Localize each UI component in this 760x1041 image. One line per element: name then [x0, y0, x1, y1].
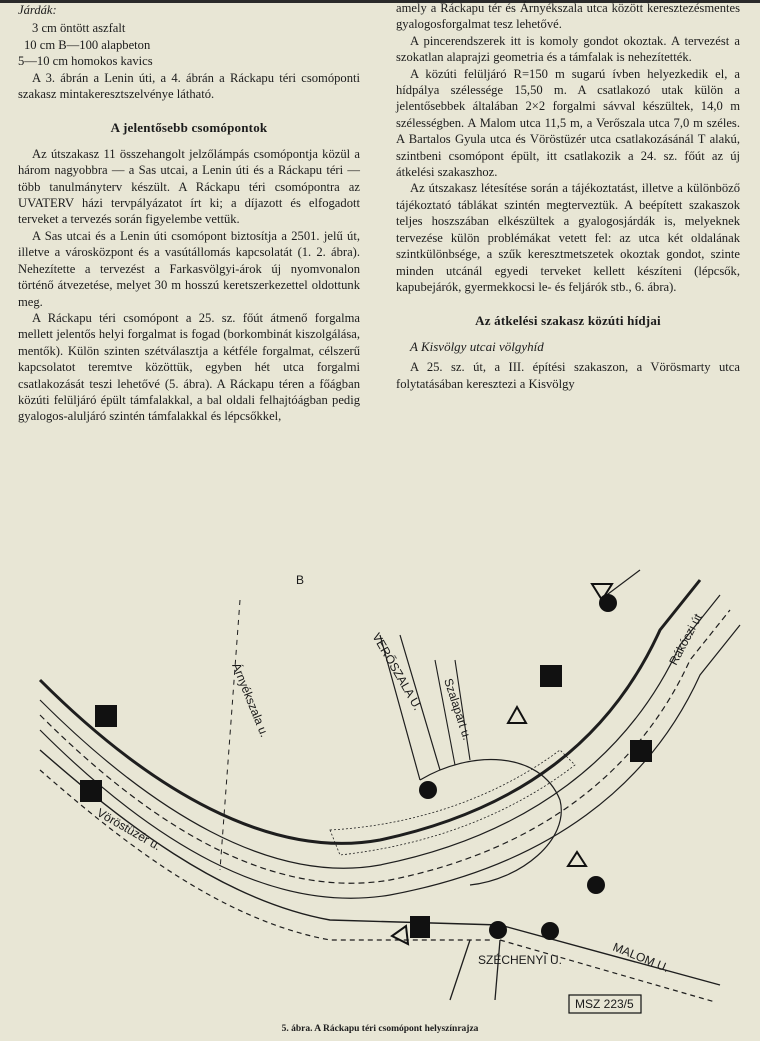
paragraph: A pincerendszerek itt is komoly gondot okoztak. A tervezést a szokatlan alaprajzi geometria és a támfalak is nehezítették. — [396, 33, 740, 65]
street-label: Árnyékszala u. — [229, 660, 272, 740]
figure-code: MSZ 223/5 — [575, 997, 634, 1011]
layer-item: 10 cm B—100 alapbeton — [24, 37, 151, 52]
street-label: VERŐSZALA U. — [369, 630, 425, 713]
right-column — [396, 0, 740, 392]
layer-item: 5—10 cm homokos kavics — [18, 54, 153, 69]
paragraph: A 25. sz. út, a III. építési szakaszon, a Vörösmarty utca folytatásában keresztezi a Kisvölgy — [396, 360, 740, 391]
left-column — [18, 0, 360, 425]
paragraph: A közúti felüljáró R=150 m sugarú ívben helyezkedik el, a hídpálya szélessége 15,50 m. A csatlakozó utak külön a jelentősebbek általában 2×2 forgalmi sávval készültek, 14,0 m szélességben. A Malom utca 11,5 m, a Verőszala utca 7,0 m széles. A Bartalos Gyula utca és Vöröstüzér utca csatlakozásánál T alakú, szintbeni csomópont épült, itt csatlakozik a 24. sz. főút az új átkelési szakaszhoz. — [396, 66, 740, 180]
street-label: MALOM U. — [610, 939, 672, 976]
figure-caption: 5. ábra. A Ráckapu téri csomópont helyszínrajza — [281, 1024, 479, 1034]
sidewalk-heading: Járdák: — [18, 3, 57, 17]
layer-list — [18, 20, 360, 69]
street-label: Vöröstüzér u. — [94, 805, 164, 854]
subsection-title: A Kisvölgy utcai völgyhíd — [410, 338, 544, 354]
paragraph: Az útszakasz 11 összehangolt jelzőlámpás csomópontja közül a három nagyobbra — a Sas utcai, a Lenin úti és a Ráckapu téri — több tanulmányterv készült. A Ráckapu téri csomópontra az UVATERV házi tervpályázatot írt ki; a díjazott és elfogadott terveket a tervezés során figyelembe vettük. — [18, 146, 360, 227]
paragraph: A Sas utcai és a Lenin úti csomópont biztosítja a 2501. jelű út, illetve a városközpont és a vasútállomás kapcsolatát (1. 2. ábra). Nehezítette a tervezést a Farkasvölgyi-árok új nyomvonalon történő átvezetése, melyet 30 m hosszú keretszerkezettel oldottunk meg. — [18, 228, 360, 309]
figure-marker-b: B — [296, 573, 305, 587]
paragraph: A 3. ábrán a Lenin úti, a 4. ábrán a Ráckapu téri csomóponti szakasz mintakeresztszelvénye látható. — [18, 70, 360, 102]
paragraph: A Ráckapu téri csomópont a 25. sz. főút átmenő forgalma mellett jelentős helyi forgalmat is fogad (borkombinát kiszolgálása, mentők). Külön szinten szétválasztja a kétféle forgalmat, célszerű kapcsolatot teremtve közöttük, egyben hét utca forgalmi csatlakozását teszi lehetővé (5. ábra). A Ráckapu téren a főágban közúti felüljáró épült támfalakkal, a bal oldali felhajtóágban pedig gyalogos-aluljáró szintén támfalakkal és lépcsőkkel, — [18, 310, 360, 424]
site-plan-figure — [0, 540, 760, 1030]
section-title: Az átkelési szakasz közúti hídjai — [475, 313, 661, 329]
paragraph: Az útszakasz létesítése során a tájékoztatást, illetve a különböző tájékoztató táblákat szintén megterveztük. A beépített szakaszok teljes hoszszában elkészültek a gyalogosjárdák is, melyeknek tervezése külön problémákat vetett fel: az utca két oldalának szintkülönbsége, a szűk keresztmetszetek okoztak gondot, szinte minden utcánál egyedi terveket kellett készíteni (lépcsők, kapubejárók, gyermekkocsi le- és feljárók stb., 6. ábra). — [396, 181, 740, 294]
street-label: SZÉCHENYI U. — [478, 953, 563, 967]
paragraph: amely a Ráckapu tér és Árnyékszala utca között keresztezésmentes gyalogosforgalmat tesz lehetővé. — [396, 1, 740, 32]
street-label: Szalapart u. — [441, 676, 475, 742]
street-label: Rákóczi út — [666, 611, 705, 668]
site-plan-drawing — [0, 540, 760, 1030]
layer-item: 3 cm öntött aszfalt — [32, 21, 126, 36]
section-title: A jelentősebb csomópontok — [110, 120, 268, 136]
